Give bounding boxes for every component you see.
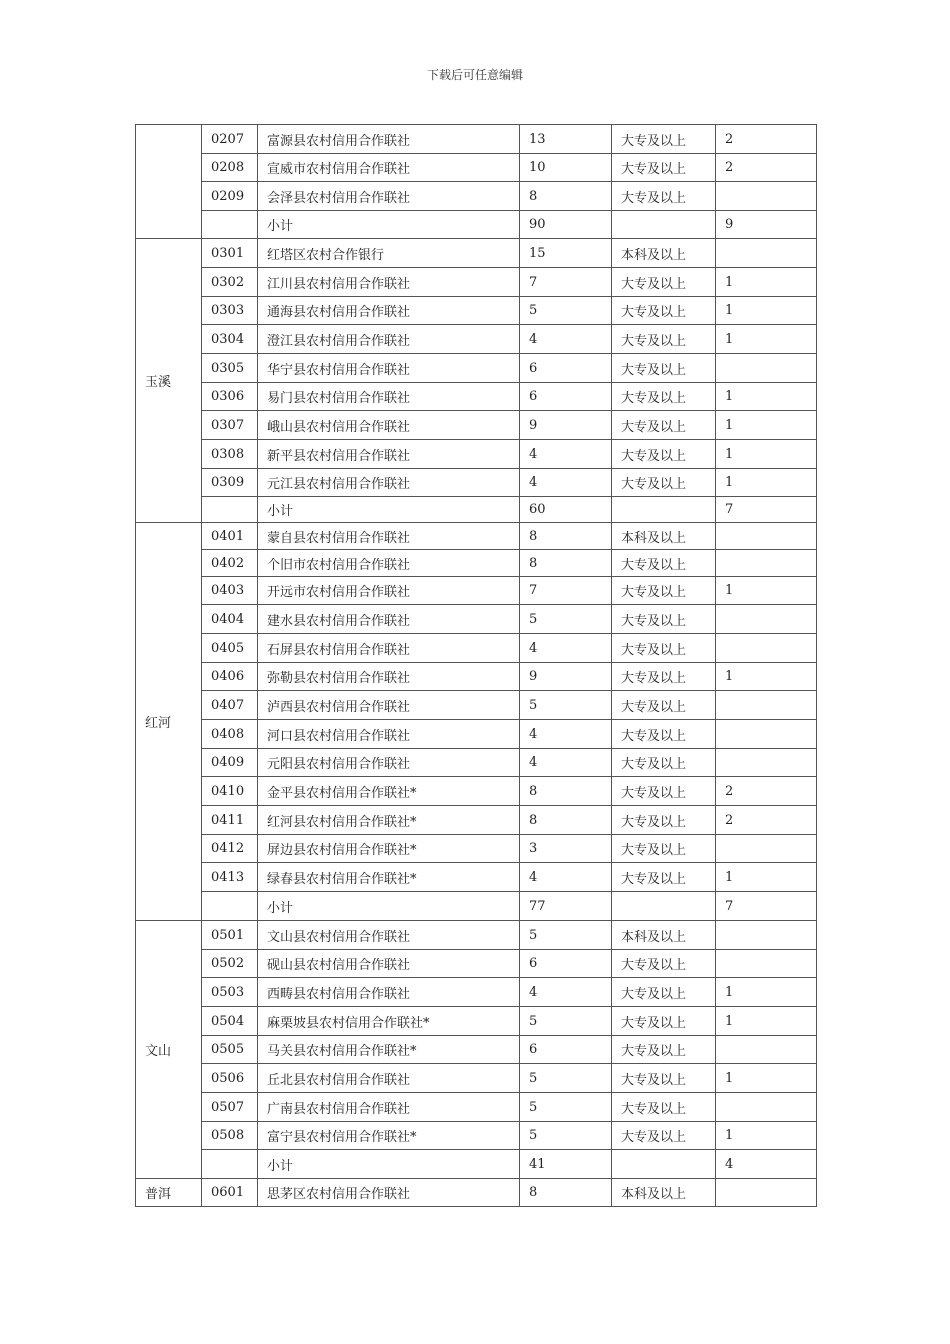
name-cell: 宣威市农村信用合作联社 (258, 154, 520, 182)
table-row (136, 806, 817, 835)
extra-cell (716, 239, 817, 268)
count-cell: 77 (520, 892, 612, 921)
table-row (136, 605, 817, 634)
extra-cell: 1 (716, 1007, 817, 1036)
table-row (136, 663, 817, 691)
education-cell: 本科及以上 (612, 921, 716, 950)
extra-cell (716, 835, 817, 863)
table-row (136, 239, 817, 268)
extra-cell: 1 (716, 1064, 817, 1093)
count-cell: 5 (520, 1093, 612, 1122)
extra-cell: 1 (716, 440, 817, 469)
extra-cell: 9 (716, 211, 817, 239)
count-cell: 6 (520, 354, 612, 383)
name-cell: 通海县农村信用合作联社 (258, 297, 520, 325)
code-cell: 0404 (202, 605, 258, 634)
extra-cell (716, 1036, 817, 1064)
extra-cell: 1 (716, 411, 817, 440)
table-row (136, 892, 817, 921)
table-row (136, 1179, 817, 1207)
count-cell: 3 (520, 835, 612, 863)
extra-cell: 2 (716, 806, 817, 835)
name-cell: 小计 (258, 892, 520, 921)
code-cell: 0304 (202, 325, 258, 354)
education-cell: 大专及以上 (612, 806, 716, 835)
extra-cell (716, 1093, 817, 1122)
education-cell (612, 211, 716, 239)
count-cell: 8 (520, 182, 612, 211)
table-row (136, 863, 817, 892)
code-cell: 0308 (202, 440, 258, 469)
count-cell: 4 (520, 440, 612, 469)
count-cell: 8 (520, 550, 612, 577)
education-cell: 大专及以上 (612, 154, 716, 182)
count-cell: 7 (520, 577, 612, 605)
code-cell: 0502 (202, 950, 258, 978)
code-cell: 0307 (202, 411, 258, 440)
region-cell: 玉溪 (136, 239, 202, 523)
name-cell: 红河县农村信用合作联社* (258, 806, 520, 835)
table-row (136, 325, 817, 354)
name-cell: 马关县农村信用合作联社* (258, 1036, 520, 1064)
name-cell: 蒙自县农村信用合作联社 (258, 523, 520, 550)
table-row (136, 1036, 817, 1064)
name-cell: 广南县农村信用合作联社 (258, 1093, 520, 1122)
extra-cell (716, 354, 817, 383)
extra-cell: 1 (716, 577, 817, 605)
code-cell: 0411 (202, 806, 258, 835)
count-cell: 5 (520, 1064, 612, 1093)
code-cell: 0410 (202, 777, 258, 806)
name-cell: 砚山县农村信用合作联社 (258, 950, 520, 978)
count-cell: 9 (520, 663, 612, 691)
table-row (136, 749, 817, 777)
name-cell: 峨山县农村信用合作联社 (258, 411, 520, 440)
name-cell: 河口县农村信用合作联社 (258, 720, 520, 749)
education-cell: 本科及以上 (612, 1179, 716, 1207)
code-cell: 0501 (202, 921, 258, 950)
count-cell: 4 (520, 469, 612, 497)
count-cell: 4 (520, 325, 612, 354)
table-row (136, 835, 817, 863)
name-cell: 会泽县农村信用合作联社 (258, 182, 520, 211)
table-row (136, 440, 817, 469)
count-cell: 10 (520, 154, 612, 182)
code-cell: 0508 (202, 1122, 258, 1150)
extra-cell: 1 (716, 325, 817, 354)
code-cell (202, 1150, 258, 1179)
education-cell: 本科及以上 (612, 523, 716, 550)
count-cell: 4 (520, 749, 612, 777)
table-row (136, 950, 817, 978)
code-cell: 0402 (202, 550, 258, 577)
name-cell: 弥勒县农村信用合作联社 (258, 663, 520, 691)
code-cell: 0407 (202, 691, 258, 720)
education-cell: 大专及以上 (612, 125, 716, 154)
table-row (136, 154, 817, 182)
education-cell: 大专及以上 (612, 978, 716, 1007)
education-cell (612, 497, 716, 523)
table-row (136, 211, 817, 239)
code-cell: 0208 (202, 154, 258, 182)
region-cell (136, 125, 202, 239)
code-cell: 0209 (202, 182, 258, 211)
extra-cell: 2 (716, 154, 817, 182)
table-row (136, 1064, 817, 1093)
education-cell: 大专及以上 (612, 411, 716, 440)
extra-cell (716, 749, 817, 777)
table-row (136, 383, 817, 411)
code-cell: 0504 (202, 1007, 258, 1036)
count-cell: 8 (520, 777, 612, 806)
extra-cell: 7 (716, 892, 817, 921)
name-cell: 澄江县农村信用合作联社 (258, 325, 520, 354)
education-cell: 大专及以上 (612, 325, 716, 354)
education-cell: 大专及以上 (612, 835, 716, 863)
name-cell: 麻栗坡县农村信用合作联社* (258, 1007, 520, 1036)
education-cell: 大专及以上 (612, 1093, 716, 1122)
count-cell: 5 (520, 921, 612, 950)
education-cell: 大专及以上 (612, 663, 716, 691)
count-cell: 5 (520, 297, 612, 325)
count-cell: 90 (520, 211, 612, 239)
code-cell: 0207 (202, 125, 258, 154)
count-cell: 4 (520, 720, 612, 749)
education-cell: 大专及以上 (612, 720, 716, 749)
name-cell: 华宁县农村信用合作联社 (258, 354, 520, 383)
table-row (136, 550, 817, 577)
table-row (136, 720, 817, 749)
education-cell: 大专及以上 (612, 469, 716, 497)
code-cell: 0506 (202, 1064, 258, 1093)
name-cell: 江川县农村信用合作联社 (258, 268, 520, 297)
extra-cell (716, 605, 817, 634)
code-cell: 0306 (202, 383, 258, 411)
name-cell: 新平县农村信用合作联社 (258, 440, 520, 469)
education-cell: 本科及以上 (612, 239, 716, 268)
name-cell: 小计 (258, 497, 520, 523)
count-cell: 9 (520, 411, 612, 440)
code-cell (202, 211, 258, 239)
table-row (136, 469, 817, 497)
education-cell: 大专及以上 (612, 354, 716, 383)
name-cell: 个旧市农村信用合作联社 (258, 550, 520, 577)
count-cell: 60 (520, 497, 612, 523)
education-cell: 大专及以上 (612, 777, 716, 806)
table-row (136, 1150, 817, 1179)
table-row (136, 577, 817, 605)
count-cell: 7 (520, 268, 612, 297)
extra-cell (716, 523, 817, 550)
table-row (136, 354, 817, 383)
region-cell: 普洱 (136, 1179, 202, 1207)
count-cell: 8 (520, 806, 612, 835)
extra-cell: 1 (716, 978, 817, 1007)
extra-cell (716, 921, 817, 950)
name-cell: 西畴县农村信用合作联社 (258, 978, 520, 1007)
extra-cell (716, 720, 817, 749)
count-cell: 8 (520, 523, 612, 550)
count-cell: 6 (520, 950, 612, 978)
table-row (136, 634, 817, 663)
extra-cell: 1 (716, 863, 817, 892)
table-row (136, 921, 817, 950)
count-cell: 8 (520, 1179, 612, 1207)
name-cell: 丘北县农村信用合作联社 (258, 1064, 520, 1093)
code-cell: 0507 (202, 1093, 258, 1122)
education-cell (612, 1150, 716, 1179)
count-cell: 6 (520, 1036, 612, 1064)
name-cell: 思茅区农村信用合作联社 (258, 1179, 520, 1207)
count-cell: 4 (520, 978, 612, 1007)
table-row (136, 411, 817, 440)
name-cell: 泸西县农村信用合作联社 (258, 691, 520, 720)
table-row (136, 1093, 817, 1122)
education-cell: 大专及以上 (612, 268, 716, 297)
education-cell: 大专及以上 (612, 383, 716, 411)
table-row (136, 691, 817, 720)
code-cell: 0302 (202, 268, 258, 297)
code-cell: 0409 (202, 749, 258, 777)
count-cell: 5 (520, 691, 612, 720)
name-cell: 元江县农村信用合作联社 (258, 469, 520, 497)
extra-cell: 2 (716, 125, 817, 154)
education-cell: 大专及以上 (612, 550, 716, 577)
code-cell: 0413 (202, 863, 258, 892)
education-cell: 大专及以上 (612, 863, 716, 892)
table-row (136, 523, 817, 550)
extra-cell: 1 (716, 1122, 817, 1150)
extra-cell (716, 950, 817, 978)
count-cell: 5 (520, 1122, 612, 1150)
table-row (136, 1007, 817, 1036)
count-cell: 4 (520, 634, 612, 663)
extra-cell (716, 634, 817, 663)
education-cell: 大专及以上 (612, 950, 716, 978)
table-row (136, 777, 817, 806)
code-cell (202, 497, 258, 523)
extra-cell: 1 (716, 297, 817, 325)
education-cell: 大专及以上 (612, 577, 716, 605)
table-row (136, 1122, 817, 1150)
education-cell: 大专及以上 (612, 691, 716, 720)
code-cell (202, 892, 258, 921)
name-cell: 小计 (258, 211, 520, 239)
code-cell: 0408 (202, 720, 258, 749)
name-cell: 绿春县农村信用合作联社* (258, 863, 520, 892)
code-cell: 0309 (202, 469, 258, 497)
count-cell: 41 (520, 1150, 612, 1179)
name-cell: 开远市农村信用合作联社 (258, 577, 520, 605)
extra-cell: 1 (716, 383, 817, 411)
extra-cell: 1 (716, 469, 817, 497)
name-cell: 易门县农村信用合作联社 (258, 383, 520, 411)
recruitment-table (135, 124, 817, 1207)
table-row (136, 978, 817, 1007)
extra-cell (716, 691, 817, 720)
education-cell: 大专及以上 (612, 1064, 716, 1093)
education-cell: 大专及以上 (612, 605, 716, 634)
education-cell (612, 892, 716, 921)
extra-cell (716, 182, 817, 211)
extra-cell (716, 1179, 817, 1207)
code-cell: 0305 (202, 354, 258, 383)
region-cell: 文山 (136, 921, 202, 1179)
name-cell: 金平县农村信用合作联社* (258, 777, 520, 806)
code-cell: 0301 (202, 239, 258, 268)
name-cell: 富宁县农村信用合作联社* (258, 1122, 520, 1150)
name-cell: 小计 (258, 1150, 520, 1179)
extra-cell (716, 550, 817, 577)
table-row (136, 268, 817, 297)
code-cell: 0303 (202, 297, 258, 325)
code-cell: 0503 (202, 978, 258, 1007)
code-cell: 0405 (202, 634, 258, 663)
table-row (136, 297, 817, 325)
education-cell: 大专及以上 (612, 1007, 716, 1036)
code-cell: 0403 (202, 577, 258, 605)
code-cell: 0505 (202, 1036, 258, 1064)
code-cell: 0601 (202, 1179, 258, 1207)
education-cell: 大专及以上 (612, 1122, 716, 1150)
name-cell: 元阳县农村信用合作联社 (258, 749, 520, 777)
education-cell: 大专及以上 (612, 1036, 716, 1064)
education-cell: 大专及以上 (612, 297, 716, 325)
count-cell: 5 (520, 605, 612, 634)
name-cell: 建水县农村信用合作联社 (258, 605, 520, 634)
name-cell: 富源县农村信用合作联社 (258, 125, 520, 154)
extra-cell: 1 (716, 663, 817, 691)
name-cell: 文山县农村信用合作联社 (258, 921, 520, 950)
page-header: 下载后可任意编辑 (426, 68, 523, 82)
extra-cell: 4 (716, 1150, 817, 1179)
count-cell: 5 (520, 1007, 612, 1036)
education-cell: 大专及以上 (612, 440, 716, 469)
extra-cell: 2 (716, 777, 817, 806)
count-cell: 13 (520, 125, 612, 154)
table-row (136, 182, 817, 211)
name-cell: 石屏县农村信用合作联社 (258, 634, 520, 663)
table-row (136, 497, 817, 523)
extra-cell: 7 (716, 497, 817, 523)
name-cell: 红塔区农村合作银行 (258, 239, 520, 268)
education-cell: 大专及以上 (612, 634, 716, 663)
code-cell: 0401 (202, 523, 258, 550)
code-cell: 0412 (202, 835, 258, 863)
education-cell: 大专及以上 (612, 749, 716, 777)
region-cell: 红河 (136, 523, 202, 921)
count-cell: 15 (520, 239, 612, 268)
count-cell: 6 (520, 383, 612, 411)
code-cell: 0406 (202, 663, 258, 691)
education-cell: 大专及以上 (612, 182, 716, 211)
name-cell: 屏边县农村信用合作联社* (258, 835, 520, 863)
table-row (136, 125, 817, 154)
count-cell: 4 (520, 863, 612, 892)
extra-cell: 1 (716, 268, 817, 297)
